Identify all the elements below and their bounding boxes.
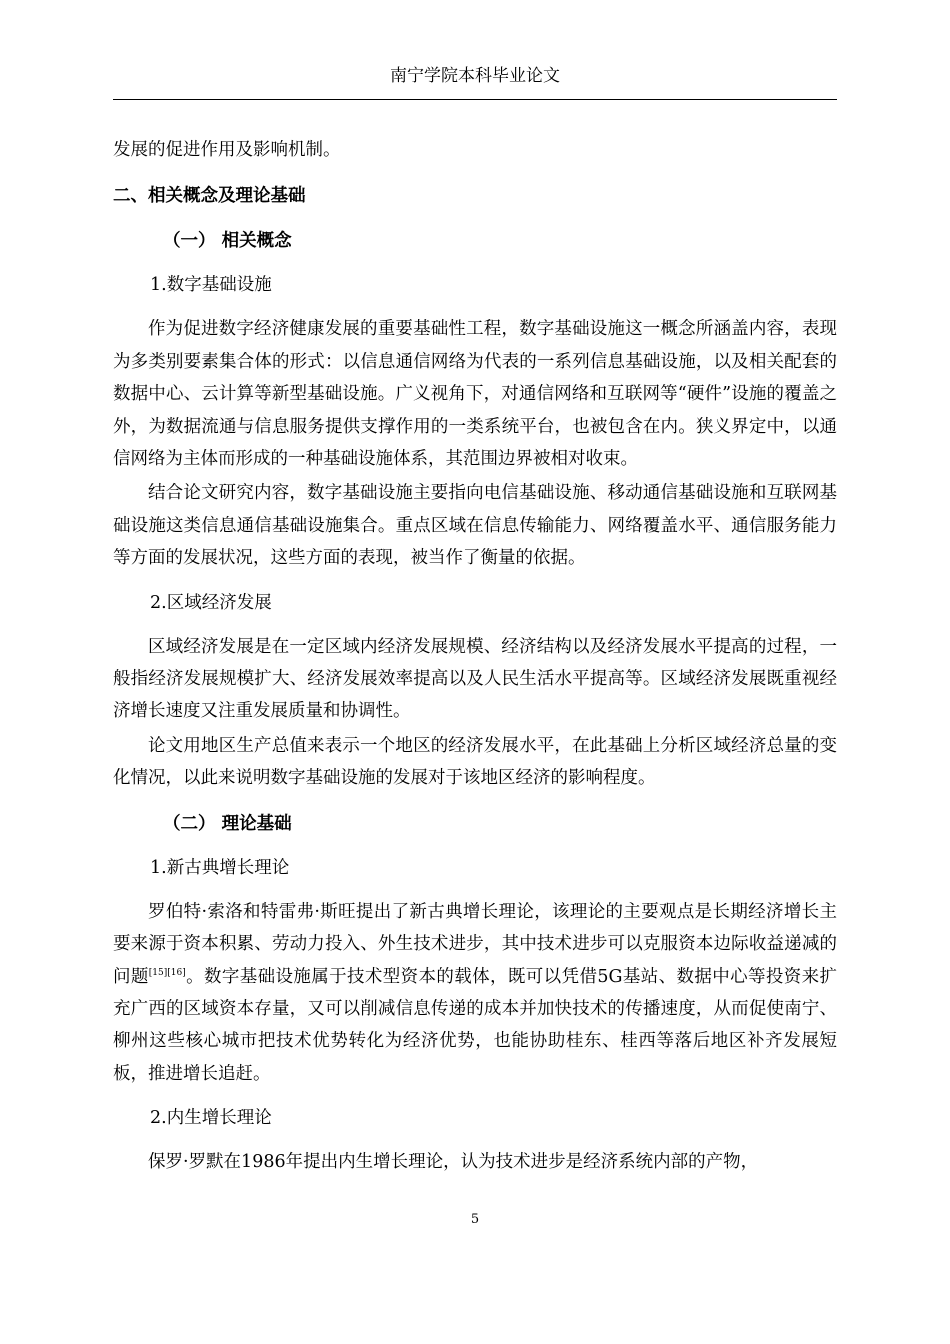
paragraph-1: 作为促进数字经济健康发展的重要基础性工程，数字基础设施这一概念所涵盖内容，表现为多类别要素集合体的形式：以信息通信网络为代表的一系列信息基础设施，以及相关配套的数据中心、云计算等新型基础设施。广义视角下，对通信网络和互联网等“硬件”设施的覆盖之外，为数据流通与信息服务提供支撑作用的一类系统平台，也被包含在内。狭义界定中，以通信网络为主体而形成的一种基础设施体系，其范围边界被相对收束。 — [113, 319, 837, 470]
intro-tail: 发展的促进作用及影响机制。 — [113, 140, 341, 160]
paragraph-4: 论文用地区生产总值来表示一个地区的经济发展水平，在此基础上分析区域经济总量的变化情况，以此来说明数字基础设施的发展对于该地区经济的影响程度。 — [113, 735, 837, 789]
item-heading-2: 2.区域经济发展 — [150, 592, 272, 613]
paragraph-3: 区域经济发展是在一定区域内经济发展规模、经济结构以及经济发展水平提高的过程，一般指经济发展规模扩大、经济发展效率提高以及人民生活水平提高等。区域经济发展既重视经济增长速度又注重发展质量和协调性。 — [113, 636, 837, 722]
paragraph-5 — [113, 896, 837, 1090]
paragraph-5-part-a: 罗伯特·索洛和特雷弗·斯旺提出了新古典增长理论，该理论的主要观点是长期经济增长主要来源于资本积累、劳动力投入、外生技术进步，其中技术进步可以克服资本边际收益递减的问题 — [113, 901, 837, 987]
section-heading: 二、相关概念及理论基础 — [113, 186, 306, 207]
item-heading-1: 1.数字基础设施 — [150, 275, 272, 296]
item-heading-4: 2.内生增长理论 — [150, 1108, 272, 1129]
running-header: 南宁学院本科毕业论文 — [390, 66, 560, 86]
page-number: 5 — [470, 1212, 480, 1227]
paragraph-6: 保罗·罗默在1986年提出内生增长理论，认为技术进步是经济系统内部的产物， — [148, 1152, 759, 1173]
paragraph-2: 结合论文研究内容，数字基础设施主要指向电信基础设施、移动通信基础设施和互联网基础设施这类信息通信基础设施集合。重点区域在信息传输能力、网络覆盖水平、通信服务能力等方面的发展状况，这些方面的表现，被当作了衡量的依据。 — [113, 483, 837, 569]
body-text — [113, 134, 837, 1179]
paragraph-5-part-b: 。数字基础设施属于技术型资本的载体，既可以凭借5G基站、数据中心等投资来扩充广西的区域资本存量，又可以削减信息传递的成本并加快技术的传播速度，从而促使南宁、柳州这些核心城市把技术优势转化为经济优势，也能协助桂东、桂西等落后地区补齐发展短板，推进增长追赶。 — [113, 966, 837, 1084]
citation: [15][16] — [148, 967, 186, 978]
subsection-heading-2: （二） 理论基础 — [163, 813, 292, 834]
header-rule — [113, 99, 837, 100]
item-heading-3: 1.新古典增长理论 — [150, 857, 290, 878]
subsection-heading-1: （一） 相关概念 — [163, 231, 292, 252]
